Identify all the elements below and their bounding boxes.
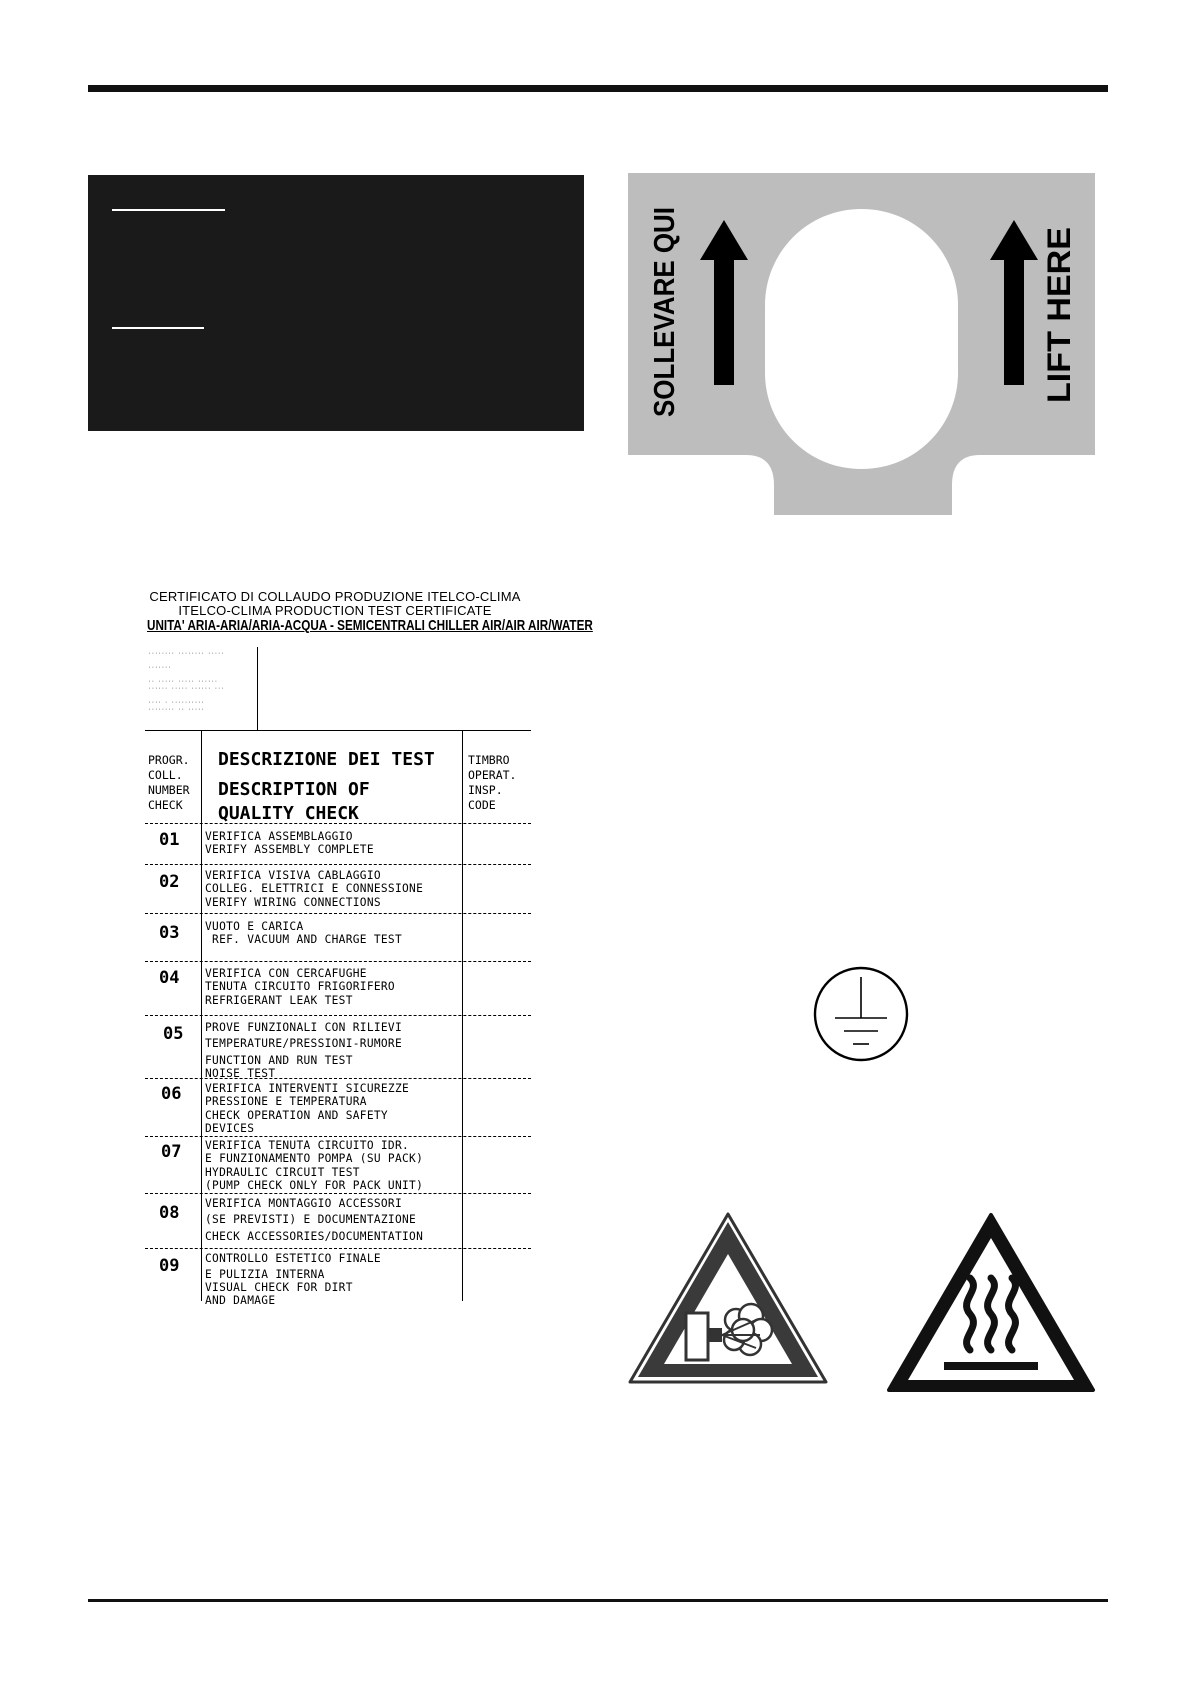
box-underline-1 [112, 209, 225, 211]
row-rule [145, 864, 531, 865]
row-description: VERIFICA ASSEMBLAGGIO VERIFY ASSEMBLY COMPLETE [205, 830, 374, 857]
row-description: CONTROLLO ESTETICO FINALE E PULIZIA INTERNA VISUAL CHECK FOR DIRT AND DAMAGE [205, 1252, 381, 1307]
row-description: VERIFICA CON CERCAFUGHE TENUTA CIRCUITO FRIGORIFERO REFRIGERANT LEAK TEST [205, 967, 395, 1007]
ground-symbol-icon [812, 965, 910, 1063]
row-rule [145, 913, 531, 914]
row-rule [145, 1078, 531, 1079]
lift-label-right-text: LIFT HERE [1041, 237, 1077, 403]
row-rule [145, 961, 531, 962]
row-rule [145, 1015, 531, 1016]
illegible-small-print: ········ ········ ····· ······· ·· ····· ····· ······ ······ ····· ······ ··· ···· · ·········· ········ ·· ····· [148, 651, 225, 713]
header-divider [257, 647, 258, 730]
lift-here-label [628, 173, 1095, 515]
box-underline-2 [112, 327, 204, 329]
header-timbro: TIMBRO OPERAT. INSP. CODE [468, 753, 517, 812]
header-rule [145, 730, 531, 731]
row-description: VERIFICA TENUTA CIRCUITO IDR. E FUNZIONAMENTO POMPA (SU PACK) HYDRAULIC CIRCUIT TEST (PUMP CHECK ONLY FOR PACK UNIT) [205, 1139, 424, 1193]
row-description: VUOTO E CARICA REF. VACUUM AND CHARGE TEST [205, 920, 402, 947]
row-number: 08 [159, 1203, 180, 1223]
row-rule [145, 1248, 531, 1249]
row-number: 02 [159, 872, 180, 892]
row-description: VERIFICA VISIVA CABLAGGIO COLLEG. ELETTRICI E CONNESSIONE VERIFY WIRING CONNECTIONS [205, 869, 424, 909]
header-progr: PROGR. COLL. NUMBER CHECK [148, 753, 190, 812]
top-rule [88, 85, 1108, 92]
black-info-box [88, 175, 584, 431]
row-rule [145, 1193, 531, 1194]
header-desc-en-1: DESCRIPTION OF [218, 779, 370, 800]
row-number: 01 [159, 830, 180, 850]
pressurized-spray-warning-icon [626, 1210, 830, 1392]
bottom-rule [88, 1599, 1108, 1602]
row-description: VERIFICA INTERVENTI SICUREZZE PRESSIONE E TEMPERATURA CHECK OPERATION AND SAFETY DEVICES [205, 1082, 410, 1136]
row-description: PROVE FUNZIONALI CON RILIEVI TEMPERATURE/PRESSIONI-RUMORE FUNCTION AND RUN TEST NOISE TEST [205, 1021, 402, 1081]
row-number: 04 [159, 968, 180, 988]
header-desc-it: DESCRIZIONE DEI TEST [218, 749, 435, 770]
row-rule [145, 823, 531, 824]
row-number: 03 [159, 923, 180, 943]
certificate-subtitle: UNITA' ARIA-ARIA/ARIA-ACQUA - SEMICENTRALI CHILLER AIR/AIR AIR/WATER [147, 617, 593, 634]
certificate-title-en: ITELCO-CLIMA PRODUCTION TEST CERTIFICATE [178, 603, 492, 618]
production-test-certificate [145, 587, 593, 1317]
lift-label-left-text: SOLLEVARE QUI [649, 182, 681, 417]
hot-surface-warning-icon [886, 1212, 1096, 1396]
row-number: 05 [163, 1024, 184, 1044]
certificate-title-it: CERTIFICATO DI COLLAUDO PRODUZIONE ITELCO-CLIMA [149, 589, 521, 604]
row-number: 06 [161, 1084, 182, 1104]
header-desc-en-2: QUALITY CHECK [218, 803, 359, 824]
row-description: VERIFICA MONTAGGIO ACCESSORI (SE PREVISTI) E DOCUMENTAZIONE CHECK ACCESSORIES/DOCUMENTATION [205, 1197, 424, 1243]
row-number: 07 [161, 1142, 182, 1162]
row-rule [145, 1136, 531, 1137]
row-number: 09 [159, 1256, 180, 1276]
